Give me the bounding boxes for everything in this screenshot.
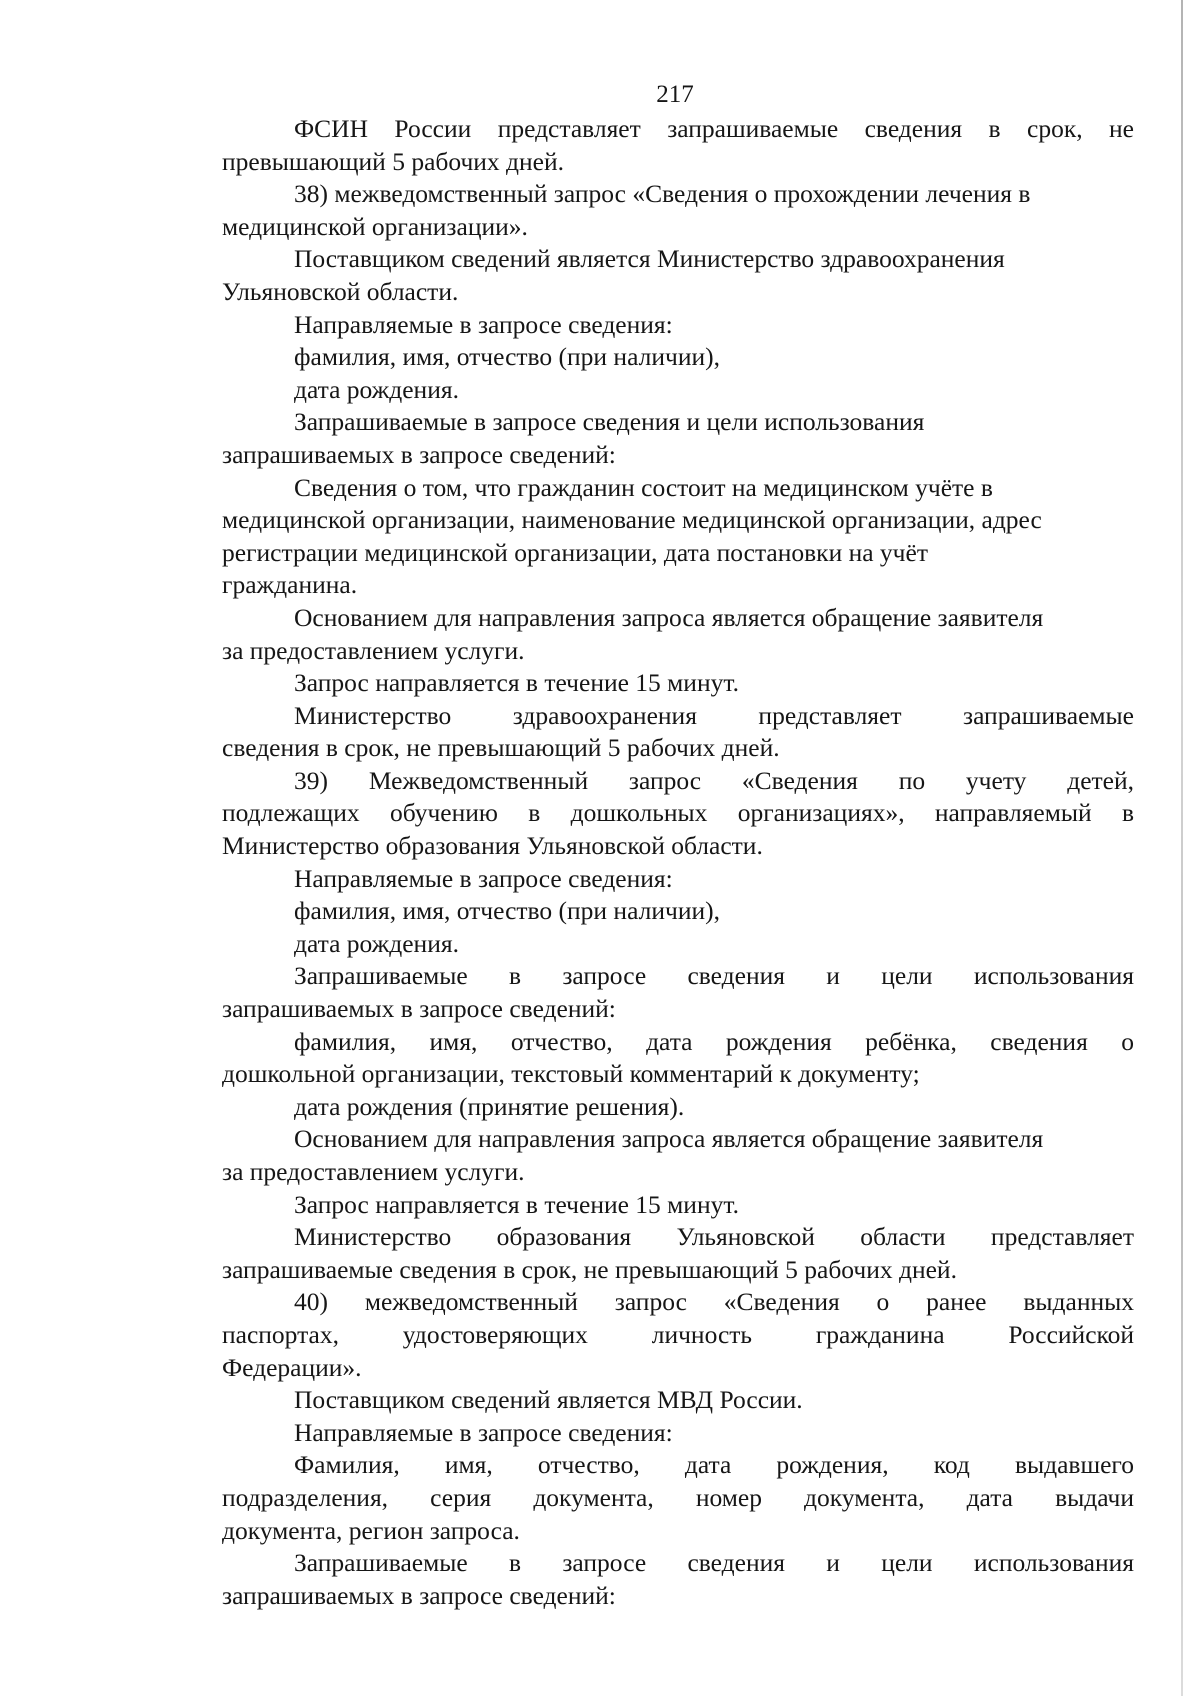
text-line: превышающий 5 рабочих дней. — [222, 146, 565, 176]
text-line: дата рождения (принятие решения). — [294, 1091, 685, 1121]
text-line: Основанием для направления запроса является обращение заявителя — [294, 1124, 1044, 1154]
text-line: Ульяновской области. — [222, 276, 459, 306]
text-line: Запрашиваемые в запросе сведения и цели использования — [294, 1548, 1134, 1578]
text-line: паспортах, удостоверяющих личность гражданина Российской — [222, 1319, 1134, 1349]
text-line: Фамилия, имя, отчество, дата рождения, код выдавшего — [294, 1450, 1134, 1480]
text-line: Министерство здравоохранения представляет запрашиваемые — [294, 700, 1134, 730]
text-line: запрашиваемые сведения в срок, не превышающий 5 рабочих дней. — [222, 1254, 957, 1284]
text-line: дошкольной организации, текстовый комментарий к документу; — [222, 1059, 920, 1089]
text-line: Поставщиком сведений является Министерство здравоохранения — [294, 244, 1005, 274]
text-line: гражданина. — [222, 570, 358, 600]
text-line: дата рождения. — [294, 928, 459, 958]
text-line: Сведения о том, что гражданин состоит на медицинском учёте в — [294, 472, 993, 502]
text-line: Запрашиваемые в запросе сведения и цели использования — [294, 961, 1134, 991]
text-line: 38) межведомственный запрос «Сведения о прохождении лечения в — [294, 179, 1031, 209]
text-line: Федерации». — [222, 1352, 362, 1382]
text-line: запрашиваемых в запросе сведений: — [222, 994, 616, 1024]
text-line: Запрашиваемые в запросе сведения и цели использования — [294, 407, 925, 437]
text-line: 40) межведомственный запрос «Сведения о ранее выданных — [294, 1287, 1134, 1317]
text-line: фамилия, имя, отчество, дата рождения ребёнка, сведения о — [294, 1026, 1134, 1056]
text-line: сведения в срок, не превышающий 5 рабочих дней. — [222, 733, 780, 763]
text-line: ФСИН России представляет запрашиваемые сведения в срок, не — [294, 114, 1134, 143]
text-line: запрашиваемых в запросе сведений: — [222, 439, 616, 469]
text-line: за предоставлением услуги. — [222, 1157, 525, 1186]
text-line: Запрос направляется в течение 15 минут. — [294, 1189, 739, 1219]
text-line: фамилия, имя, отчество (при наличии), — [294, 896, 720, 926]
text-line: Запрос направляется в течение 15 минут. — [294, 668, 739, 698]
text-line: дата рождения. — [294, 374, 459, 404]
page-number: 217 — [656, 81, 694, 108]
text-line: медицинской организации, наименование медицинской организации, адрес — [222, 505, 1042, 535]
text-line: Направляемые в запросе сведения: — [294, 863, 673, 893]
text-line: запрашиваемых в запросе сведений: — [222, 1580, 616, 1610]
scan-edge-line — [1181, 0, 1183, 1696]
text-line: Направляемые в запросе сведения: — [294, 1417, 673, 1447]
text-line: 39) Межведомственный запрос «Сведения по учету детей, — [294, 765, 1134, 795]
text-line: Направляемые в запросе сведения: — [294, 309, 673, 339]
text-line: Основанием для направления запроса является обращение заявителя — [294, 602, 1044, 632]
text-line: подразделения, серия документа, номер документа, дата выдачи — [222, 1482, 1134, 1512]
document-body — [222, 113, 1134, 1612]
text-line: фамилия, имя, отчество (при наличии), — [294, 342, 720, 372]
text-line: Министерство образования Ульяновской области представляет — [294, 1222, 1134, 1252]
text-line: регистрации медицинской организации, дата постановки на учёт — [222, 537, 928, 567]
text-line: за предоставлением услуги. — [222, 635, 525, 665]
text-line: подлежащих обучению в дошкольных организациях», направляемый в — [222, 798, 1134, 828]
text-line: документа, регион запроса. — [222, 1515, 520, 1545]
text-line: Поставщиком сведений является МВД России. — [294, 1385, 803, 1415]
text-line: медицинской организации». — [222, 211, 528, 241]
text-line: Министерство образования Ульяновской области. — [222, 831, 763, 861]
